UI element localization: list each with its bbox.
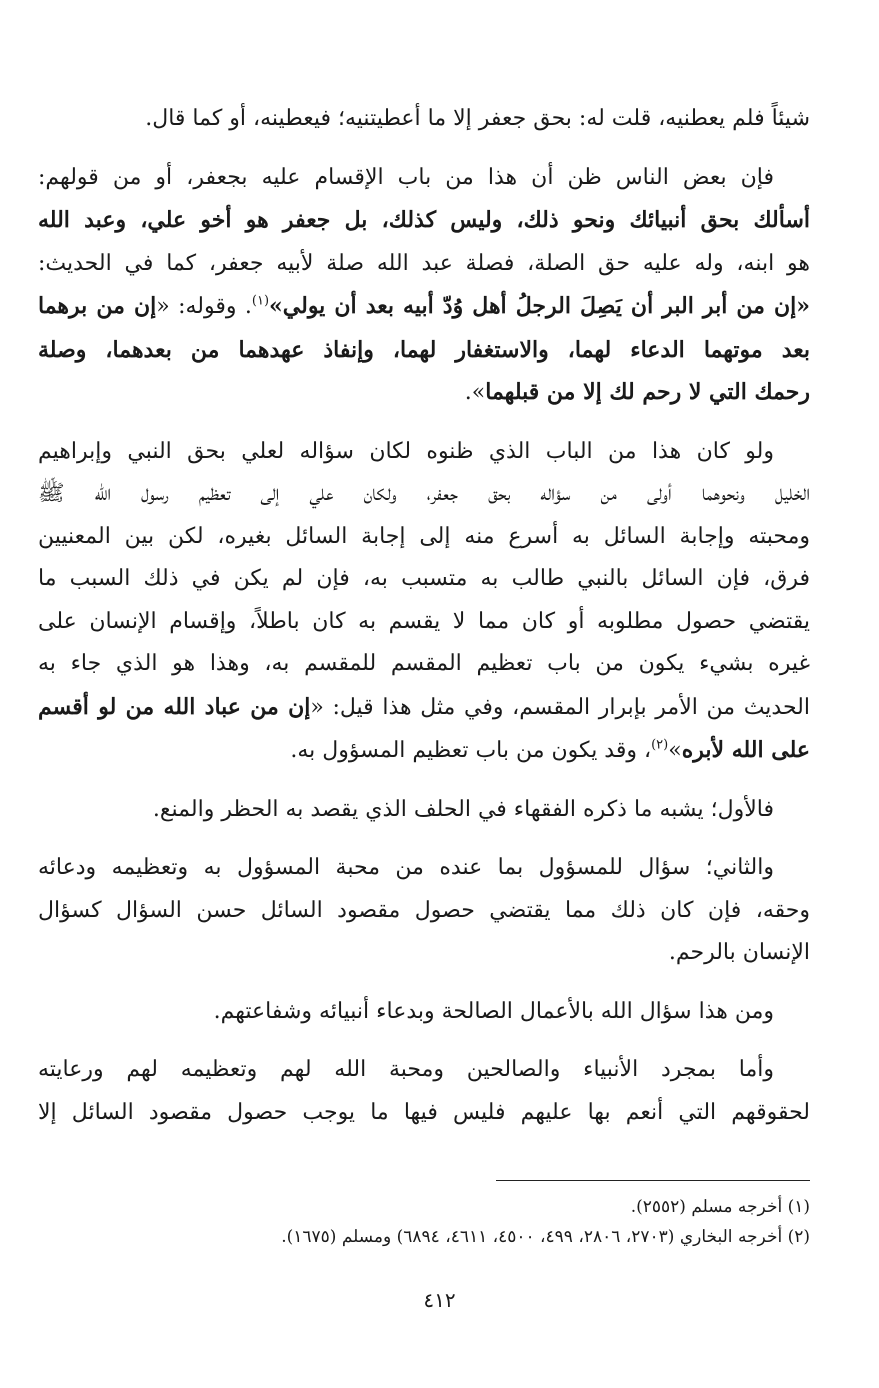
footnote-1: (١) أخرجه مسلم (٢٥٥٢).	[630, 1197, 810, 1217]
text-line: بعد موتهما الدعاء لهما، والاستغفار لهما، وإنفاذ عهدهما من بعدهما، وصلة	[38, 336, 810, 363]
paragraph-7	[38, 1049, 810, 1134]
paragraph-2	[38, 157, 810, 415]
hadith-quote: إن من عباد الله من لو أقسم	[38, 693, 311, 720]
inline-text: . وقوله: «	[156, 294, 252, 319]
footnote-ref-1: (١)	[251, 293, 270, 309]
text-line	[38, 199, 810, 243]
paragraph-5	[38, 847, 810, 975]
inline-text: ، وقد يكون من باب تعظيم المسؤول به.	[290, 738, 652, 763]
bold-phrase: أسألك بحق أنبيائك ونحو ذلك، وليس كذلك، بل جعفر هو أخو علي، وعبد الله	[38, 207, 810, 233]
text-line: الخليل ونحوهما أولى من سؤاله بحق جعفر، ولكان علي إلى تعظيم رسول الله ﷺ	[38, 481, 810, 506]
text-line: وحقه، فإن كان ذلك مما يقتضي حصول مقصود السائل حسن السؤال كسؤال	[38, 897, 810, 923]
text-line: لحقوقهم التي أنعم بها عليهم فليس فيها ما يوجب حصول مقصود السائل إلا	[38, 1099, 810, 1125]
footnotes	[38, 1192, 810, 1252]
footnote-2: (٢) أخرجه البخاري (٢٧٠٣، ٢٨٠٦، ٤٩٩، ٤٥٠٠، ٤٦١١، ٦٨٩٤) ومسلم (١٦٧٥).	[281, 1227, 810, 1247]
inline-text: ».	[464, 380, 486, 405]
text-line: هو ابنه، وله عليه حق الصلة، فصلة عبد الله صلة لأبيه جعفر، كما في الحديث:	[38, 250, 810, 276]
text-line	[38, 729, 810, 773]
paragraph-4	[38, 789, 810, 832]
text-line: وأما بمجرد الأنبياء والصالحين ومحبة الله لهم وتعظيمه لهم ورعايته	[38, 1057, 774, 1082]
text-line: يقتضي حصول مطلوبه أو كان مما لا يقسم به كان باطلاً، وإقسام الإنسان على	[38, 608, 811, 634]
text-line: ولو كان هذا من الباب الذي ظنوه لكان سؤاله لعلي بحق النبي وإبراهيم	[38, 438, 774, 464]
inline-text: »	[668, 738, 682, 763]
page-number: ٤١٢	[423, 1288, 456, 1312]
text-line	[38, 371, 810, 415]
text-line: غيره بشيء يكون من باب تعظيم المقسم للمقسم به، وهذا هو الذي جاء به	[38, 651, 810, 676]
text-line: الإنسان بالرحم.	[668, 940, 810, 965]
paragraph-6	[38, 991, 810, 1034]
text-line: فرق، فإن السائل بالنبي طالب به متسبب به، فإن لم يكن في ذلك السبب ما	[38, 566, 810, 591]
footnote-divider	[496, 1180, 810, 1181]
text-line	[38, 686, 810, 730]
hadith-quote: على الله لأبره	[681, 737, 810, 763]
paragraph-3	[38, 431, 810, 773]
hadith-quote: إن من برهما	[38, 293, 157, 319]
hadith-quote: رحمك التي لا رحم لك إلا من قبلهما	[485, 379, 810, 405]
hadith-quote: «إن من أبر البر أن يَصِلَ الرجلُ أهل وُدّ أبيه بعد أن يولي»	[269, 293, 810, 319]
text-line: شيئاً فلم يعطنيه، قلت له: بحق جعفر إلا ما أعطيتنيه؛ فيعطينه، أو كما قال.	[145, 106, 810, 131]
paragraph-1	[38, 98, 810, 141]
text-line	[38, 285, 810, 329]
text-line: فإن بعض الناس ظن أن هذا من باب الإقسام عليه بجعفر، أو من قولهم:	[38, 164, 774, 190]
text-line: فالأول؛ يشبه ما ذكره الفقهاء في الحلف الذي يقصد به الحظر والمنع.	[152, 796, 774, 822]
text-line: ومن هذا سؤال الله بالأعمال الصالحة وبدعاء أنبيائه وشفاعتهم.	[213, 998, 774, 1024]
text-line: والثاني؛ سؤال للمسؤول بما عنده من محبة المسؤول به وتعظيمه ودعائه	[38, 855, 774, 880]
page-body	[38, 98, 810, 1150]
text-line: ومحبته وإجابة السائل به أسرع منه إلى إجابة السائل بغيره، لكن بين المعنيين	[38, 523, 810, 549]
inline-text: الحديث من الأمر بإبرار المقسم، وفي مثل هذا قيل: «	[310, 694, 810, 720]
footnote-ref-2: (٢)	[651, 737, 669, 753]
